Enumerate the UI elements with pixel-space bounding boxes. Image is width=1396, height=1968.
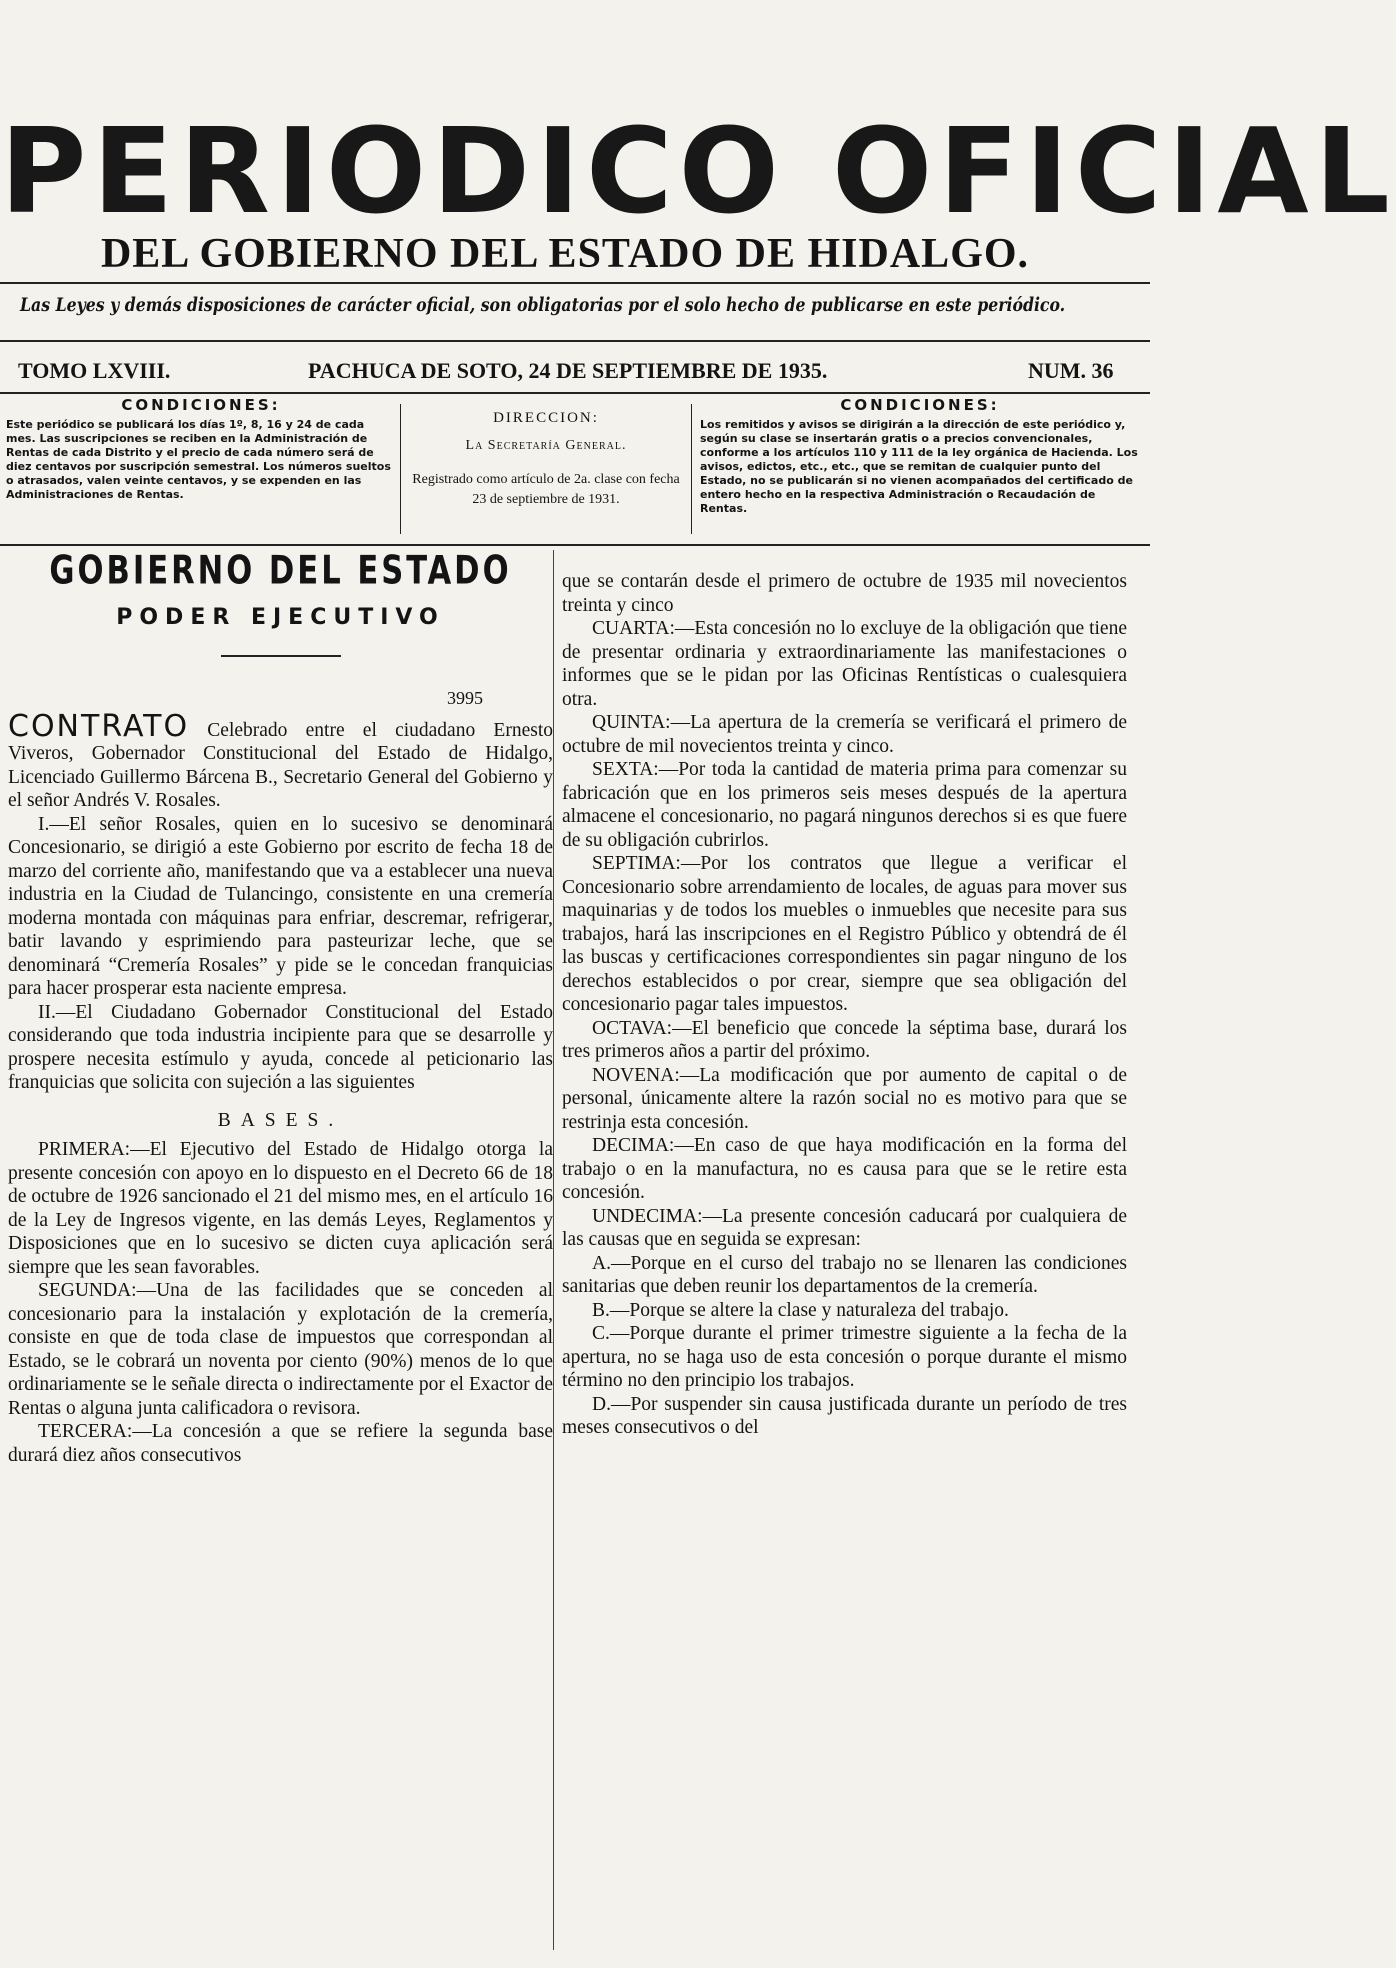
issue-number: NUM. 36 xyxy=(1028,358,1114,383)
place-date: PACHUCA DE SOTO, 24 DE SEPTIEMBRE DE 1935. xyxy=(308,358,828,383)
conditions-right-text: Los remitidos y avisos se dirigirán a la dirección de este periódico y, según su clase se insertarán gratis o a precios convencionales, conforme a los artículos 110 y 111 de la ley orgánica de Hacienda. Los avisos, edictos, etc., etc., que se remitan de cualquier punto del Estado, no se publicarán si no vienen acompañados del certificado de entero hecho en la respectiva Administración o Recaudación de Rentas. xyxy=(700,418,1138,515)
divider xyxy=(0,340,1150,342)
issue-line xyxy=(18,358,1138,386)
conditions-left-text: Este periódico se publicará los días 1º, 8, 16 y 24 de cada mes. Las suscripciones se reciben en la Administración de Rentas de cada Distrito y el precio de cada número será de diez centavos por suscripción semestral. Los números sueltos o atrasados, valen veinte centavos, y se expenden en las Administraciones de Rentas. xyxy=(6,418,391,501)
conditions-left xyxy=(6,398,396,538)
contrato-word: CONTRATO xyxy=(8,708,190,744)
conditions-left-heading: CONDICIONES: xyxy=(121,396,281,414)
short-divider xyxy=(221,655,341,657)
divider xyxy=(0,392,1150,394)
paragraph: A.—Porque en el curso del trabajo no se llenaren las condiciones sanitarias que deben reunir los departamentos de la cremería. xyxy=(562,1252,1127,1297)
paragraph: TERCERA:—La concesión a que se refiere la segunda base durará diez años consecutivos xyxy=(8,1421,553,1466)
direccion-name: La Secretaría General. xyxy=(465,438,627,453)
paragraph: QUINTA:—La apertura de la cremería se verificará el primero de octubre de mil novecientos treinta y cinco. xyxy=(562,712,1127,757)
tomo: TOMO LXVIII. xyxy=(18,358,171,383)
conditions-right-heading: CONDICIONES: xyxy=(840,396,1000,414)
paragraph: SEXTA:—Por toda la cantidad de materia prima para comenzar su fabricación que en los primeros seis meses después de la apertura almacene el concesionario, no pagará ningunos derechos si es que fuere de su obligación cubrirlos. xyxy=(562,759,1127,851)
paragraph: D.—Por suspender sin causa justificada durante un período de tres meses consecutivos o del xyxy=(562,1393,1127,1438)
conditions-right xyxy=(700,398,1140,538)
registro-text: Registrado como artículo de 2a. clase con fecha 23 de septiembre de 1931. xyxy=(412,472,680,507)
paragraph: SEGUNDA:—Una de las facilidades que se conceden al concesionario para la instalación y explotación de la cremería, consiste en que de toda clase de impuestos que correspondan al Estado, se le cobrará un noventa por ciento (90%) menos de lo que ordinariamente se le señale directa o indirectamente por el Exactor de Rentas o alguna junta calificadora o revisora. xyxy=(8,1280,553,1419)
divider xyxy=(0,282,1150,284)
masthead-subtitle: DEL GOBIERNO DEL ESTADO DE HIDALGO. xyxy=(100,231,1030,277)
paragraph: B.—Porque se altere la clase y naturaleza del trabajo. xyxy=(592,1299,1009,1321)
direccion-box xyxy=(400,404,692,534)
document-number: 3995 xyxy=(447,688,483,708)
paragraph: CUARTA:—Esta concesión no lo excluye de la obligación que tiene de presentar ordinaria y extraordinariamente las manifestaciones o informes que se le pidan por las Oficinas Rentísticas o cualesquiera otra. xyxy=(562,618,1127,710)
paragraph: OCTAVA:—El beneficio que concede la séptima base, durará los tres primeros años a partir del próximo. xyxy=(562,1017,1127,1062)
paragraph: C.—Porque durante el primer trimestre siguiente a la fecha de la apertura, no se haga uso de esta concesión o porque durante el mismo término no den principio los trabajos. xyxy=(562,1323,1127,1391)
paragraph: SEPTIMA:—Por los contratos que llegue a verificar el Concesionario sobre arrendamiento de locales, de aguas para mover sus maquinarias y de todos los muebles o inmuebles que necesite para sus trabajos, hará las inscripciones en el Registro Público y obtendrá de él las buscas y certificaciones correspondientes sin pagar ninguno de los derechos establecidos o por crear, siempre que sea obligación del concesionario pagar tales impuestos. xyxy=(562,853,1127,1015)
bases-heading: BASES. xyxy=(217,1109,344,1131)
column-divider xyxy=(553,550,554,1950)
paragraph: DECIMA:—En caso de que haya modificación en la forma del trabajo o en la manufactura, no es causa para que se le retire esta concesión. xyxy=(562,1135,1127,1203)
legal-notice: Las Leyes y demás disposiciones de carácter oficial, son obligatorias por el solo hecho de publicarse en este periódico. xyxy=(20,294,1066,316)
right-column xyxy=(562,570,1127,1440)
contract-intro xyxy=(8,708,553,813)
contract-intro-text: Celebrado entre el ciudadano Ernesto Viveros, Gobernador Constitucional del Estado de Hidalgo, Licenciado Guillermo Bárcena B., Secretario General del Gobierno y el señor Andrés V. Rosales. xyxy=(8,719,553,811)
masthead-title: PERIODICO OFICIAL xyxy=(0,102,1396,240)
left-column xyxy=(8,547,553,1467)
paragraph: II.—El Ciudadano Gobernador Constitucional del Estado considerando que toda industria incipiente para que se desarrolle y prospere necesita estímulo y ayuda, concede al peticionario las franquicias que solicita con sujeción a las siguientes xyxy=(8,1001,553,1093)
paragraph: PRIMERA:—El Ejecutivo del Estado de Hidalgo otorga la presente concesión con apoyo en lo dispuesto en el Decreto 66 de 18 de octubre de 1926 sancionado el 21 del mismo mes, en el artículo 16 de la Ley de Ingresos vigente, en las demás Leyes, Reglamentos y Disposiciones que en lo sucesivo se dicten cuya aplicación será siempre que les sean favorables. xyxy=(8,1139,553,1278)
section-subtitle: PODER EJECUTIVO xyxy=(116,604,445,630)
paragraph: NOVENA:—La modificación que por aumento de capital o de personal, únicamente altere la razón social no es motivo para que se restrinja esta concesión. xyxy=(562,1064,1127,1133)
divider xyxy=(0,544,1150,546)
paragraph: UNDECIMA:—La presente concesión caducará por cualquiera de las causas que en seguida se expresan: xyxy=(562,1205,1127,1250)
section-title: GOBIERNO DEL ESTADO xyxy=(49,547,512,594)
paragraph: que se contarán desde el primero de octubre de 1935 mil novecientos treinta y cinco xyxy=(562,571,1127,616)
paragraph: I.—El señor Rosales, quien en lo sucesivo se denominará Concesionario, se dirigió a este Gobierno por escrito de fecha 18 de marzo del corriente año, manifestando que va a establecer una nueva industria en la Ciudad de Tulancingo, consistente en una cremería moderna montada con máquinas para enfriar, descremar, refrigerar, batir lavando y esprimiendo para pasteurizar leche, que se denominará “Cremería Rosales” y pide se le concedan franquicias para hacer prosperar esta naciente empresa. xyxy=(8,813,553,999)
direccion-heading: DIRECCION: xyxy=(493,410,599,426)
